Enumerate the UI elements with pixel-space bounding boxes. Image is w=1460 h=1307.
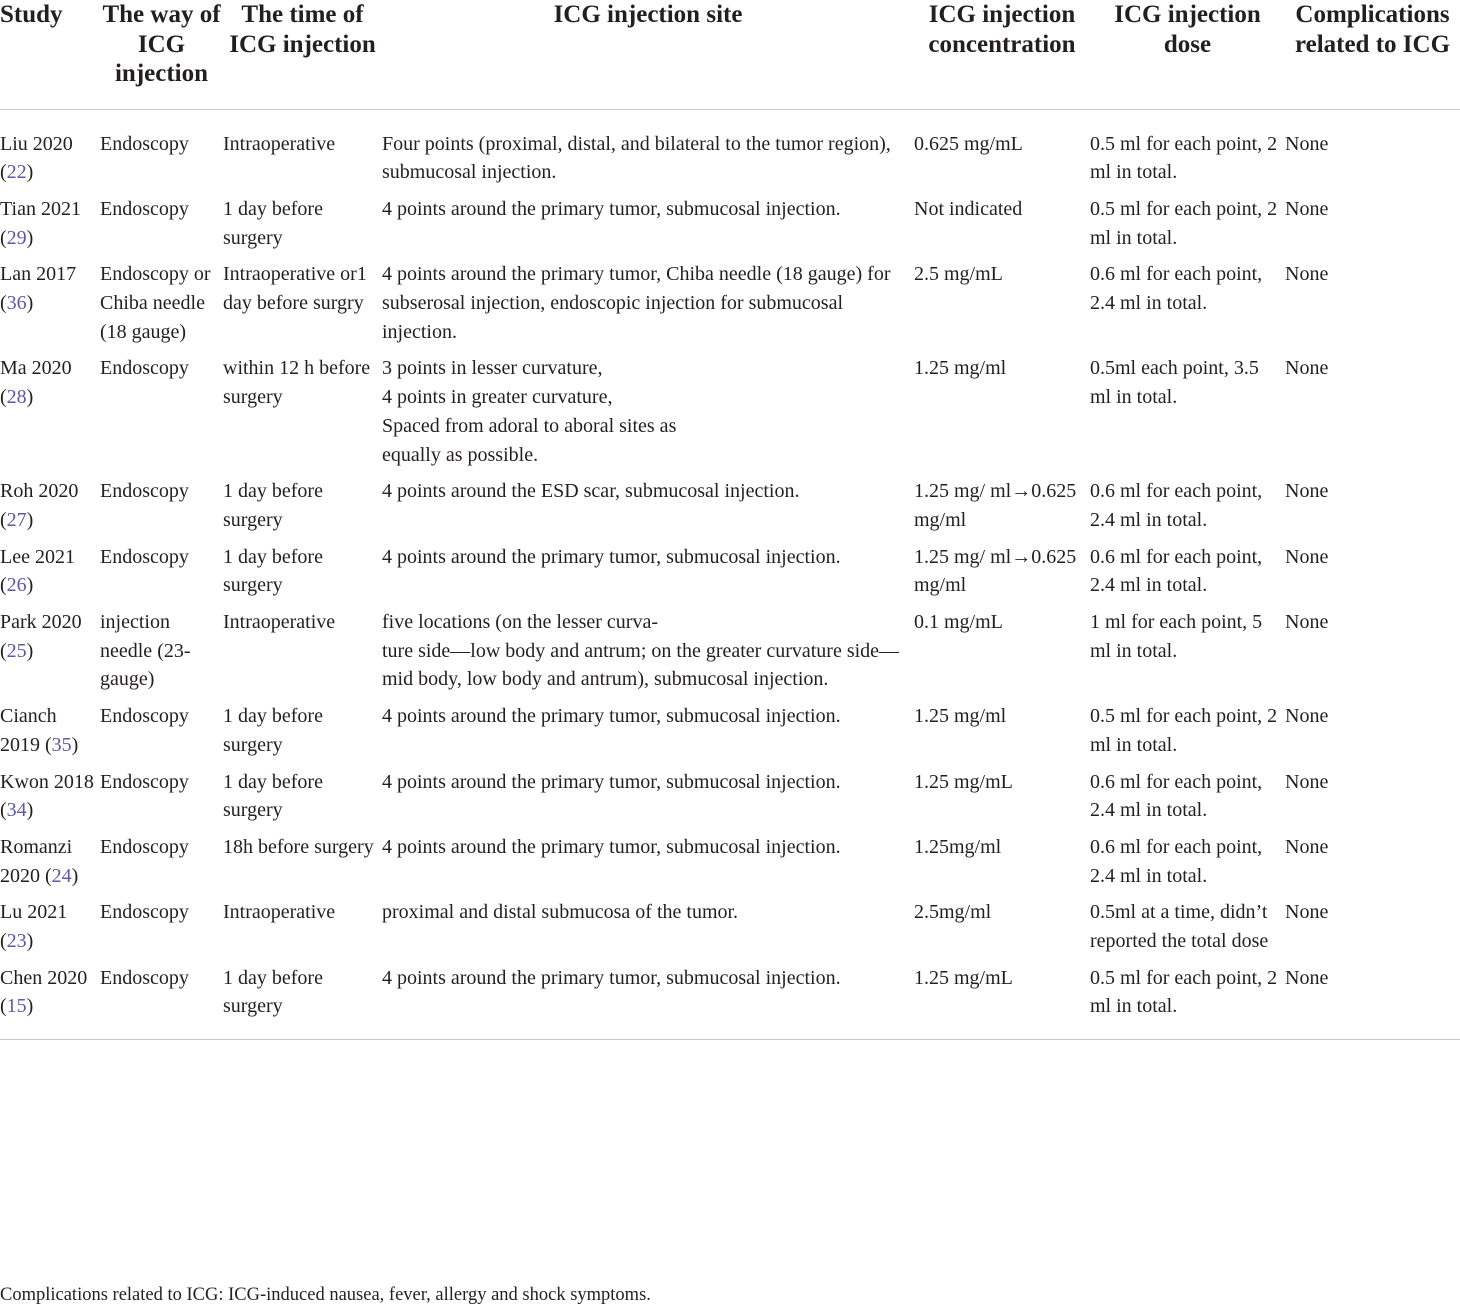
time-cell: Intraoperative — [223, 132, 336, 155]
study-cell — [0, 898, 100, 963]
concentration-cell: 0.625 mg/mL — [914, 132, 1023, 155]
study-name: Ma 2020 ( — [0, 357, 72, 409]
time-cell: Intraoperative — [223, 611, 336, 634]
concentration-cell: 1.25 mg/ml — [914, 357, 1007, 380]
complications-cell: None — [1285, 357, 1329, 380]
time-cell: 1 day before surgery — [223, 545, 323, 597]
way-cell: Endoscopy — [100, 901, 189, 924]
complications-cell: None — [1285, 611, 1329, 634]
way-cell: Endoscopy — [100, 705, 189, 728]
header-dose: ICG injection dose — [1090, 0, 1285, 109]
header-concentration: ICG injection concentration — [914, 0, 1090, 109]
table-row — [0, 768, 1460, 833]
study-name: Park 2020 ( — [0, 611, 82, 662]
site-cell: 4 points around the primary tumor, submucosal injection. — [382, 770, 841, 793]
study-name: Lu 2021 ( — [0, 901, 68, 953]
study-cell — [0, 477, 100, 542]
study-name: Tian 2021 ( — [0, 197, 81, 249]
reference-close: ) — [26, 226, 34, 249]
study-cell — [0, 354, 100, 477]
complications-cell: None — [1285, 964, 1460, 1040]
header-way: The way of ICG injection — [100, 0, 223, 109]
way-cell: Endoscopy — [100, 480, 189, 503]
table-row — [0, 964, 1460, 1040]
header-study: Study — [0, 0, 100, 109]
study-cell — [0, 833, 100, 898]
reference-close: ) — [26, 292, 34, 315]
reference-link[interactable]: 22 — [6, 161, 27, 184]
concentration-cell: 1.25 mg/mL — [914, 964, 1090, 1040]
study-cell — [0, 109, 100, 195]
dose-cell: 0.5 ml for each point, 2 ml in total. — [1090, 705, 1278, 756]
table-row — [0, 833, 1460, 898]
site-cell: 4 points around the primary tumor, submucosal injection. — [382, 197, 841, 220]
reference-link[interactable]: 35 — [51, 733, 72, 756]
way-cell: Endoscopy — [100, 835, 189, 858]
reference-close: ) — [26, 930, 34, 953]
study-name: Romanzi 2020 ( — [0, 835, 73, 887]
concentration-cell: 0.1 mg/mL — [914, 611, 1003, 634]
reference-link[interactable]: 27 — [6, 508, 27, 531]
table-row — [0, 608, 1460, 702]
dose-cell: 0.6 ml for each point, 2.4 ml in total. — [1090, 480, 1263, 531]
concentration-cell: 2.5 mg/mL — [914, 263, 1003, 286]
table-row — [0, 354, 1460, 477]
reference-close: ) — [26, 161, 34, 184]
table-row — [0, 898, 1460, 963]
concentration-cell: 2.5mg/ml — [914, 901, 992, 924]
dose-cell: 0.5ml each point, 3.5 ml in total. — [1090, 357, 1259, 409]
site-cell: 4 points around the primary tumor, submucosal injection. — [382, 964, 914, 1040]
table-row — [0, 543, 1460, 608]
time-cell: 1 day before surgery — [223, 480, 323, 531]
site-cell: five locations (on the lesser curva- ture side—low body and antrum; on the greater curvature side—mid body, low body and antrum), submucosal injection. — [382, 611, 900, 691]
concentration-cell: 1.25mg/ml — [914, 835, 1002, 858]
study-name: Kwon 2018 ( — [0, 770, 94, 822]
time-cell: within 12 h before surgery — [223, 357, 371, 409]
study-name: Lee 2021 ( — [0, 545, 75, 597]
complications-cell: None — [1285, 480, 1329, 503]
reference-link[interactable]: 29 — [6, 226, 27, 249]
reference-link[interactable]: 28 — [6, 386, 27, 409]
reference-link[interactable]: 34 — [6, 799, 27, 822]
reference-link[interactable]: 25 — [6, 639, 27, 662]
site-cell: 4 points around the primary tumor, submucosal injection. — [382, 545, 841, 568]
header-time: The time of ICG injection — [223, 0, 382, 109]
concentration-cell: 1.25 mg/ ml→0.625 mg/ml — [914, 480, 1077, 531]
time-cell: Intraoperative or1 day before surgry — [223, 263, 367, 315]
time-cell: 1 day before surgery — [223, 964, 382, 1040]
site-cell: 3 points in lesser curvature, 4 points in greater curvature, Spaced from adoral to aboral sites as equally as possible. — [382, 357, 677, 466]
dose-cell: 0.5 ml for each point, 2 ml in total. — [1090, 964, 1285, 1040]
site-cell: 4 points around the primary tumor, submucosal injection. — [382, 835, 841, 858]
study-name: Roh 2020 ( — [0, 480, 79, 531]
concentration-cell: 1.25 mg/mL — [914, 770, 1013, 793]
way-cell: Endoscopy — [100, 545, 189, 568]
way-cell: Endoscopy — [100, 197, 189, 220]
study-cell — [0, 964, 100, 1040]
reference-close: ) — [26, 995, 34, 1018]
study-name: Cianch 2019 ( — [0, 705, 57, 756]
reference-close: ) — [71, 733, 79, 756]
dose-cell: 0.6 ml for each point, 2.4 ml in total. — [1090, 263, 1263, 315]
table-row — [0, 477, 1460, 542]
site-cell: 4 points around the primary tumor, Chiba needle (18 gauge) for subserosal injection, endoscopic injection for submucosal injection. — [382, 263, 891, 343]
reference-close: ) — [26, 574, 34, 597]
dose-cell: 0.5 ml for each point, 2 ml in total. — [1090, 132, 1278, 184]
dose-cell: 0.6 ml for each point, 2.4 ml in total. — [1090, 545, 1263, 597]
reference-close: ) — [71, 864, 79, 887]
study-cell — [0, 702, 100, 767]
table-row — [0, 260, 1460, 354]
site-cell: 4 points around the primary tumor, submucosal injection. — [382, 705, 841, 728]
table-row — [0, 702, 1460, 767]
reference-link[interactable]: 26 — [6, 574, 27, 597]
complications-cell: None — [1285, 835, 1329, 858]
way-cell: Endoscopy — [100, 964, 223, 1040]
time-cell: Intraoperative — [223, 901, 336, 924]
time-cell: 1 day before surgery — [223, 197, 323, 249]
way-cell: Endoscopy — [100, 132, 189, 155]
complications-cell: None — [1285, 197, 1329, 220]
reference-close: ) — [26, 639, 34, 662]
way-cell: Endoscopy or Chiba needle (18 gauge) — [100, 263, 211, 343]
study-cell — [0, 608, 100, 702]
dose-cell: 0.6 ml for each point, 2.4 ml in total. — [1090, 770, 1263, 822]
concentration-cell: Not indicated — [914, 197, 1023, 220]
reference-close: ) — [26, 799, 34, 822]
table-row — [0, 109, 1460, 195]
concentration-cell: 1.25 mg/ml — [914, 705, 1007, 728]
complications-cell: None — [1285, 132, 1329, 155]
complications-cell: None — [1285, 901, 1329, 924]
complications-cell: None — [1285, 770, 1329, 793]
study-cell — [0, 260, 100, 354]
time-cell: 1 day before surgery — [223, 770, 323, 822]
reference-link[interactable]: 36 — [6, 292, 27, 315]
complications-cell: None — [1285, 263, 1329, 286]
way-cell: injection needle (23-gauge) — [100, 611, 191, 691]
dose-cell: 1 ml for each point, 5 ml in total. — [1090, 611, 1263, 662]
reference-close: ) — [26, 508, 34, 531]
header-row — [0, 0, 1460, 109]
site-cell: 4 points around the ESD scar, submucosal injection. — [382, 480, 800, 503]
way-cell: Endoscopy — [100, 770, 189, 793]
header-complications: Complications related to ICG — [1285, 0, 1460, 109]
table-row — [0, 195, 1460, 260]
dose-cell: 0.5 ml for each point, 2 ml in total. — [1090, 197, 1278, 249]
reference-link[interactable]: 24 — [51, 864, 72, 887]
complications-cell: None — [1285, 545, 1329, 568]
study-cell — [0, 543, 100, 608]
way-cell: Endoscopy — [100, 357, 189, 380]
study-name: Chen 2020 ( — [0, 966, 88, 1018]
concentration-cell: 1.25 mg/ ml→0.625 mg/ml — [914, 545, 1077, 597]
table-body — [0, 109, 1460, 1040]
table-footnote: Complications related to ICG: ICG-induced nausea, fever, allergy and shock symptoms. — [0, 1285, 651, 1305]
study-name: Lan 2017 ( — [0, 263, 77, 315]
complications-cell: None — [1285, 705, 1329, 728]
study-cell — [0, 195, 100, 260]
reference-link[interactable]: 15 — [6, 995, 27, 1018]
study-name: Liu 2020 ( — [0, 132, 73, 184]
time-cell: 1 day before surgery — [223, 705, 323, 756]
time-cell: 18h before surgery — [223, 835, 374, 858]
site-cell: Four points (proximal, distal, and bilateral to the tumor region), submucosal injection. — [382, 132, 891, 184]
header-site: ICG injection site — [382, 0, 914, 109]
dose-cell: 0.6 ml for each point, 2.4 ml in total. — [1090, 835, 1263, 887]
site-cell: proximal and distal submucosa of the tumor. — [382, 901, 739, 924]
study-cell — [0, 768, 100, 833]
reference-link[interactable]: 23 — [6, 930, 27, 953]
dose-cell: 0.5ml at a time, didn’t reported the total dose — [1090, 901, 1269, 953]
reference-close: ) — [26, 386, 34, 409]
